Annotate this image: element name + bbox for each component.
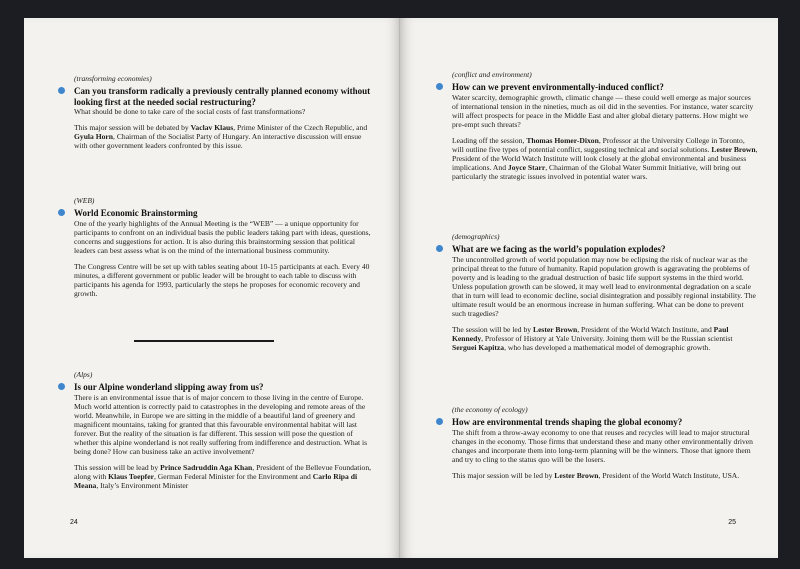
person-name: Thomas Homer-Dixon — [526, 135, 599, 145]
section-heading — [74, 382, 374, 393]
bullet-icon — [436, 245, 443, 252]
section-heading — [452, 82, 758, 93]
paragraph: The shift from a throw-away economy to one that reuses and recycles will lead to major structural changes in the economy. Those firms that understand these and many other environmentally driven changes and incorporate them into long-term planning will be the winners. Those that ignore them and try to cling to the status quo will be the losers. — [452, 427, 753, 464]
person-name: Klaus Toepfer — [108, 471, 154, 481]
page-number: 25 — [728, 519, 736, 526]
person-name: Prince Sadruddin Aga Khan — [160, 462, 253, 472]
section-alps — [74, 370, 374, 490]
person-name: Paul Kennedy — [452, 324, 729, 343]
person-name: Lester Brown — [554, 470, 599, 480]
person-name: Lester Brown — [711, 144, 756, 154]
paragraph: This major session will be debated by Vaclav Klaus, Prime Minister of the Czech Republic, and Gyula Horn, Chairman of the Socialist Party of Hungary. An interactive discussion will ensue with other government leaders confronted by this issue. — [74, 123, 368, 150]
bullet-icon — [436, 83, 443, 90]
heading-text: What are we facing as the world’s population explodes? — [452, 244, 666, 254]
section-tag: (conflict and environment) — [452, 70, 532, 79]
section-web — [74, 196, 374, 298]
person-name: Serguei Kapitza — [452, 342, 505, 352]
paragraph: The Congress Centre will be set up with tables seating about 10-15 participants at each. Every 40 minutes, a different government or public leader will be brought to each table to discuss with participants his agenda for 1993, particularly the steps he proposes for economic recovery and growth. — [74, 261, 370, 298]
section-heading — [74, 86, 374, 107]
person-name: Carlo Ripa di Meana — [74, 471, 358, 490]
heading-text: World Economic Brainstorming — [74, 208, 198, 218]
section-tag: (Alps) — [74, 370, 93, 379]
section-tag: (demographics) — [452, 232, 500, 241]
heading-text: How can we prevent environmentally-induced conflict? — [452, 82, 664, 92]
section-tag: (the economy of ecology) — [452, 405, 528, 414]
heading-text: How are environmental trends shaping the global economy? — [452, 417, 683, 427]
section-demographics — [452, 232, 758, 352]
person-name: Gyula Horn — [74, 132, 114, 141]
bullet-icon — [436, 418, 443, 425]
section-heading — [74, 208, 374, 219]
person-name: Vaclav Klaus — [190, 123, 234, 132]
paragraph: What should be done to take care of the social costs of fast transformations? — [74, 107, 306, 116]
section-economy-of-ecology — [452, 405, 758, 480]
bullet-icon — [58, 383, 65, 390]
heading-text: Can you transform radically a previously centrally planned economy without looking first at the needed social restructuring? — [74, 86, 371, 107]
right-page — [400, 18, 778, 558]
paragraph: One of the yearly highlights of the Annual Meeting is the “WEB” — a unique opportunity for participants to confront on an individual basis the public leaders taking part with ideas, questions, concerns and suggestions for action. It is also during this brainstorming session that political leaders can best assess what is on the mind of the international business community. — [74, 218, 371, 255]
paragraph: The session will be led by Lester Brown, President of the World Watch Institute, and Paul Kennedy, Professor of History at Yale University. Joining them will be the Russian scientist Serguei Kapitza, who has developed a mathematical model of demographic growth. — [452, 324, 733, 352]
section-transforming-economies — [74, 74, 374, 150]
page-number: 24 — [70, 519, 78, 526]
section-tag: (WEB) — [74, 196, 95, 205]
section-heading — [452, 417, 758, 428]
bullet-icon — [58, 209, 65, 216]
paragraph: Leading off the session, Thomas Homer-Dixon, Professor at the University College in Toronto, will outline five types of potential conflict, suggesting technical and social solutions. Lester Brown, President of the World Watch Institute will look closely at the global environmental and business implications. And Joyce Starr, Chairman of the Global Water Summit Initiative, will bring out particularly the strategic issues involved in potential water wars. — [452, 135, 758, 181]
section-tag: (transforming economies) — [74, 74, 152, 83]
person-name: Lester Brown — [533, 324, 578, 334]
left-page — [24, 18, 400, 558]
paragraph: Water scarcity, demographic growth, climatic change — these could well emerge as major sources of international tension in the nineties, much as oil did in the seventies. For instance, water scarcity will affect prospects for peace in the Middle East and alter global dietary patterns. How might we pre-empt such threats? — [452, 92, 754, 129]
paragraph: This major session will be led by Lester Brown, President of the World Watch Institute, USA. — [452, 470, 740, 480]
section-divider — [134, 340, 274, 342]
paragraph: This session will be lead by Prince Sadruddin Aga Khan, President of the Bellevue Foundation, along with Klaus Toepfer, German Federal Minister for the Environment and Carlo Ripa di Meana, Italy’s Environment Minister — [74, 462, 372, 490]
paragraph: The uncontrolled growth of world population may now be eclipsing the risk of nuclear war as the principal threat to the future of humanity. Rapid population growth is aggravating the problems of poverty and is leading to the gradual destruction of basic life support systems in the third world. Unless population growth can be slowed, it may well lead to environmental degradation on a scale that in turn will lead to economic decline, social disintegration and possibly regional instability. The ultimate result would be an enormous increase in human suffering. What can be done to prevent such tragedies? — [452, 254, 756, 318]
person-name: Joyce Starr — [507, 162, 546, 172]
section-heading — [452, 244, 758, 255]
bullet-icon — [58, 87, 65, 94]
paragraph: There is an environmental issue that is of major concern to those living in the centre of Europe. Much world attention is correctly paid to catastrophes in the developing and remote areas of the world. Meanwhile, in Europe we are sitting in the middle of a beautiful land of greenery and magnificent mountains, taking for granted that this favourable environmental habitat will last forever. But the reality of the situation is far different. This session will pose the question of whether this alpine wonderland is not really suffering from indifference and destruction. What is being done? How can business take an active involvement? — [74, 392, 368, 456]
section-conflict-environment — [452, 70, 758, 181]
heading-text: Is our Alpine wonderland slipping away from us? — [74, 382, 264, 392]
